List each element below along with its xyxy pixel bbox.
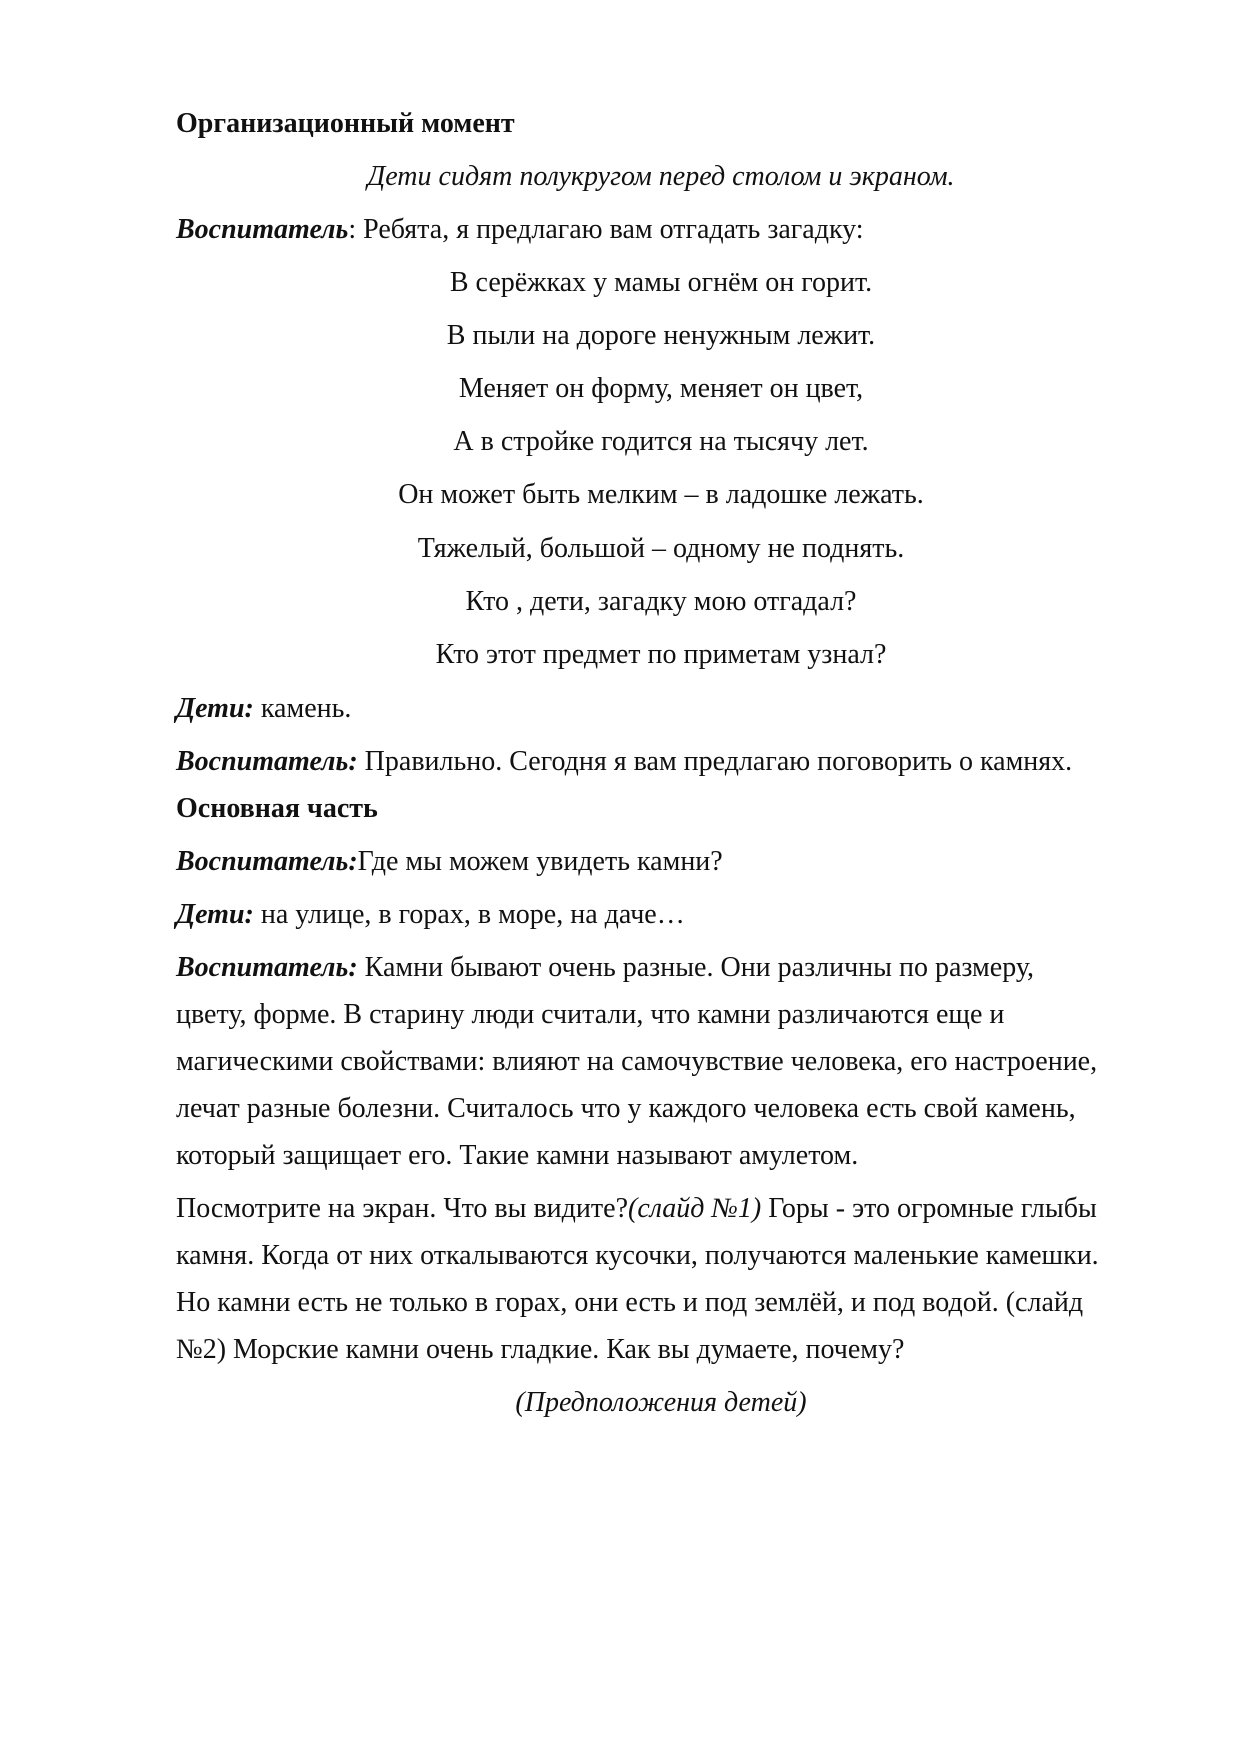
paragraph-line: магическими свойствами: влияют на самочувствие человека, его настроение, bbox=[176, 1046, 1098, 1077]
riddle-line: Он может быть мелким – в ладошке лежать. bbox=[398, 479, 924, 510]
speaker-label: Воспитатель bbox=[176, 214, 349, 245]
riddle-line: А в стройке годится на тысячу лет. bbox=[453, 426, 869, 457]
paragraph-line: цвету, форме. В старину люди считали, что камни различаются еще и bbox=[176, 999, 1005, 1030]
dialogue-line: Воспитатель:Где мы можем увидеть камни? bbox=[176, 846, 723, 877]
slide-reference: (слайд №1) bbox=[628, 1193, 762, 1224]
speaker-label: Воспитатель: bbox=[176, 846, 358, 877]
paragraph-line: Но камни есть не только в горах, они есть и под землёй, и под водой. (слайд bbox=[176, 1287, 1084, 1318]
paragraph-line: камня. Когда от них откалываются кусочки, получаются маленькие камешки. bbox=[176, 1240, 1099, 1271]
dialogue-line: Воспитатель: Ребята, я предлагаю вам отгадать загадку: bbox=[176, 214, 864, 245]
riddle-line: Кто , дети, загадку мою отгадал? bbox=[465, 586, 857, 617]
paragraph-line: Воспитатель: Камни бывают очень разные. Они различны по размеру, bbox=[176, 952, 1035, 983]
paragraph-line: №2) Морские камни очень гладкие. Как вы думаете, почему? bbox=[176, 1334, 905, 1365]
closing-remark: (Предположения детей) bbox=[515, 1387, 807, 1418]
speaker-label: Воспитатель: bbox=[176, 952, 358, 983]
speaker-label: Дети: bbox=[176, 899, 254, 930]
speaker-label: Воспитатель: bbox=[176, 746, 358, 777]
riddle-line: Тяжелый, большой – одному не поднять. bbox=[417, 533, 905, 564]
paragraph-line: Посмотрите на экран. Что вы видите?(слайд №1) Горы - это огромные глыбы bbox=[176, 1193, 1097, 1224]
riddle-line: Меняет он форму, меняет он цвет, bbox=[458, 373, 864, 404]
speaker-label: Дети: bbox=[176, 693, 254, 724]
riddle-line: Кто этот предмет по приметам узнал? bbox=[435, 639, 887, 670]
stage-direction: Дети сидят полукругом перед столом и экраном. bbox=[367, 161, 955, 192]
dialogue-line: Воспитатель: Правильно. Сегодня я вам предлагаю поговорить о камнях. bbox=[176, 746, 1073, 777]
section-heading-org: Организационный момент bbox=[176, 108, 515, 139]
dialogue-line: Дети: камень. bbox=[176, 693, 352, 724]
paragraph-line: который защищает его. Такие камни называют амулетом. bbox=[176, 1140, 859, 1171]
riddle-line: В серёжках у мамы огнём он горит. bbox=[449, 267, 873, 298]
riddle-line: В пыли на дороге ненужным лежит. bbox=[446, 320, 876, 351]
section-heading-main: Основная часть bbox=[176, 793, 378, 824]
dialogue-line: Дети: на улице, в горах, в море, на даче… bbox=[176, 899, 685, 930]
paragraph-line: лечат разные болезни. Считалось что у каждого человека есть свой камень, bbox=[176, 1093, 1076, 1124]
